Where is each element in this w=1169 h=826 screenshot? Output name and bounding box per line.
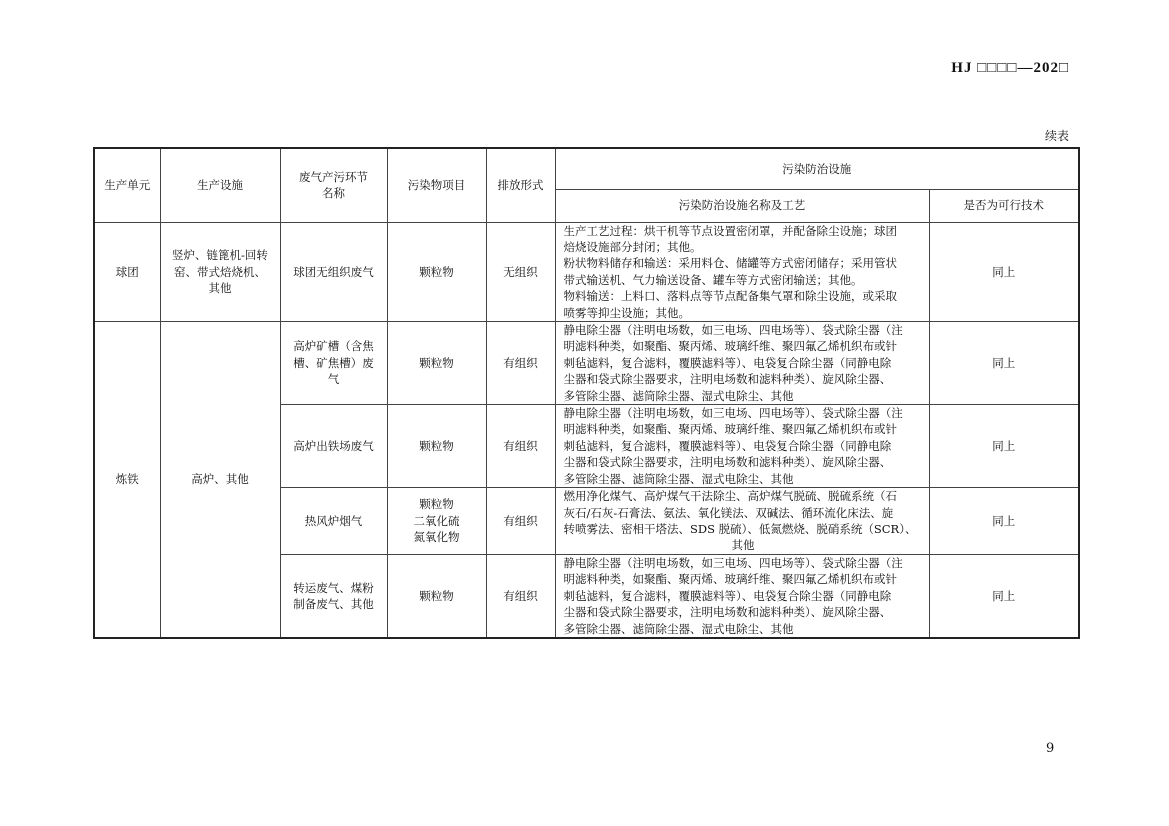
cell-pollutant <box>387 404 486 487</box>
description-line: 多管除尘器、滤筒除尘器、湿式电除尘、其他 <box>563 471 794 486</box>
header-source-name: 废气产污环节名称 <box>280 148 387 222</box>
cell-emission-form: 无组织 <box>486 222 555 321</box>
header-emission-form: 排放形式 <box>486 148 555 222</box>
cell-facility: 高炉、其他 <box>160 321 280 638</box>
cell-source-name: 球团无组织废气 <box>280 222 387 321</box>
cell-control-description <box>555 555 929 639</box>
pollutant-item: 氮氧化物 <box>413 530 460 545</box>
cell-pollutant <box>387 555 486 639</box>
description-line: 静电除尘器（注明电场数，如三电场、四电场等）、袋式除尘器（注 <box>563 556 903 570</box>
cell-feasible: 同上 <box>929 321 1079 404</box>
cell-facility: 竖炉、链篦机-回转窑、带式焙烧机、其他 <box>160 222 280 321</box>
description-line: 带式输送机、气力输送设备、罐车等方式密闭输送；其他。 <box>563 272 863 287</box>
cell-control-description <box>555 488 929 555</box>
table-row <box>94 222 1079 321</box>
description-line: 焙烧设施部分封闭；其他。 <box>563 239 702 254</box>
description-line: 刺毡滤料，复合滤料，覆膜滤料等）、电袋复合除尘器（同静电除 <box>563 438 892 453</box>
header-facility: 生产设施 <box>160 148 280 222</box>
description-line: 刺毡滤料，复合滤料，覆膜滤料等）、电袋复合除尘器（同静电除 <box>563 355 892 370</box>
cell-control-description <box>555 222 929 321</box>
description-line: 静电除尘器（注明电场数，如三电场、四电场等）、袋式除尘器（注 <box>563 322 903 337</box>
cell-control-description <box>555 404 929 487</box>
cell-source-name: 高炉矿槽（含焦槽、矿焦槽）废气 <box>280 321 387 404</box>
cell-pollutant <box>387 222 486 321</box>
description-line: 灰石/石灰-石膏法、氨法、氧化镁法、双碱法、循环流化床法、旋 <box>563 505 894 520</box>
cell-emission-form: 有组织 <box>486 555 555 639</box>
cell-emission-form: 有组织 <box>486 321 555 404</box>
page-number: 9 <box>1046 741 1055 756</box>
pollutant-item: 颗粒物 <box>419 588 454 603</box>
cell-emission-form: 有组织 <box>486 488 555 555</box>
description-line: 尘器和袋式除尘器要求，注明电场数和滤料种类）、旋风除尘器、 <box>563 455 892 470</box>
description-line: 粉状物料储存和输送：采用料仓、储罐等方式密闭储存；采用管状 <box>563 256 897 271</box>
cell-emission-form: 有组织 <box>486 404 555 487</box>
pollutant-item: 颗粒物 <box>419 497 454 512</box>
header-pollutant: 污染物项目 <box>387 148 486 222</box>
header-feasible: 是否为可行技术 <box>929 189 1079 222</box>
cell-feasible: 同上 <box>929 488 1079 555</box>
description-line: 多管除尘器、滤筒除尘器、湿式电除尘、其他 <box>563 621 794 636</box>
cell-feasible: 同上 <box>929 404 1079 487</box>
cell-unit: 球团 <box>94 222 160 321</box>
description-line: 喷雾等抑尘设施；其他。 <box>563 305 690 320</box>
description-line: 明滤料种类，如聚酯、聚丙烯、玻璃纤维、聚四氟乙烯机织布或针 <box>563 339 897 354</box>
description-line: 明滤料种类，如聚酯、聚丙烯、玻璃纤维、聚四氟乙烯机织布或针 <box>563 572 897 587</box>
description-line: 转喷雾法、密相干塔法、SDS 脱硫）、低氮燃烧、脱硝系统（SCR）、 <box>563 522 917 536</box>
description-line: 多管除尘器、滤筒除尘器、湿式电除尘、其他 <box>563 388 794 403</box>
cell-source-name: 高炉出铁场废气 <box>280 404 387 487</box>
description-line: 尘器和袋式除尘器要求，注明电场数和滤料种类）、旋风除尘器、 <box>563 372 892 387</box>
cell-control-description <box>555 321 929 404</box>
table-row <box>94 321 1079 404</box>
description-line: 尘器和袋式除尘器要求，注明电场数和滤料种类）、旋风除尘器、 <box>563 605 892 620</box>
cell-pollutant <box>387 321 486 404</box>
cell-feasible: 同上 <box>929 555 1079 639</box>
description-line: 物料输送：上料口、落料点等节点配备集气罩和除尘设施，或采取 <box>563 289 897 304</box>
description-line: 明滤料种类，如聚酯、聚丙烯、玻璃纤维、聚四氟乙烯机织布或针 <box>563 422 897 437</box>
description-line: 静电除尘器（注明电场数，如三电场、四电场等）、袋式除尘器（注 <box>563 405 903 420</box>
cell-source-name: 热风炉烟气 <box>280 488 387 555</box>
cell-source-name: 转运废气、煤粉制备废气、其他 <box>280 555 387 639</box>
pollution-control-table <box>93 147 1080 639</box>
description-line: 刺毡滤料，复合滤料，覆膜滤料等）、电袋复合除尘器（同静电除 <box>563 588 892 603</box>
cell-feasible: 同上 <box>929 222 1079 321</box>
header-control-name: 污染防治设施名称及工艺 <box>555 189 929 222</box>
cell-unit: 炼铁 <box>94 321 160 638</box>
pollutant-item: 颗粒物 <box>419 438 454 453</box>
pollutant-item: 颗粒物 <box>419 264 454 279</box>
header-control-group: 污染防治设施 <box>555 148 1079 189</box>
header-unit: 生产单元 <box>94 148 160 222</box>
pollutant-item: 二氧化硫 <box>413 513 460 528</box>
cell-pollutant <box>387 488 486 555</box>
description-line: 燃用净化煤气、高炉煤气干法除尘、高炉煤气脱硫、脱硫系统（石 <box>563 489 897 504</box>
pollutant-item: 颗粒物 <box>419 355 454 370</box>
standard-code: HJ □□□□—202□ <box>951 60 1069 76</box>
continued-label: 续表 <box>1044 129 1069 143</box>
description-line: 生产工艺过程：烘干机等节点设置密闭罩，并配备除尘设施；球团 <box>563 223 897 238</box>
description-line: 其他 <box>731 538 755 553</box>
